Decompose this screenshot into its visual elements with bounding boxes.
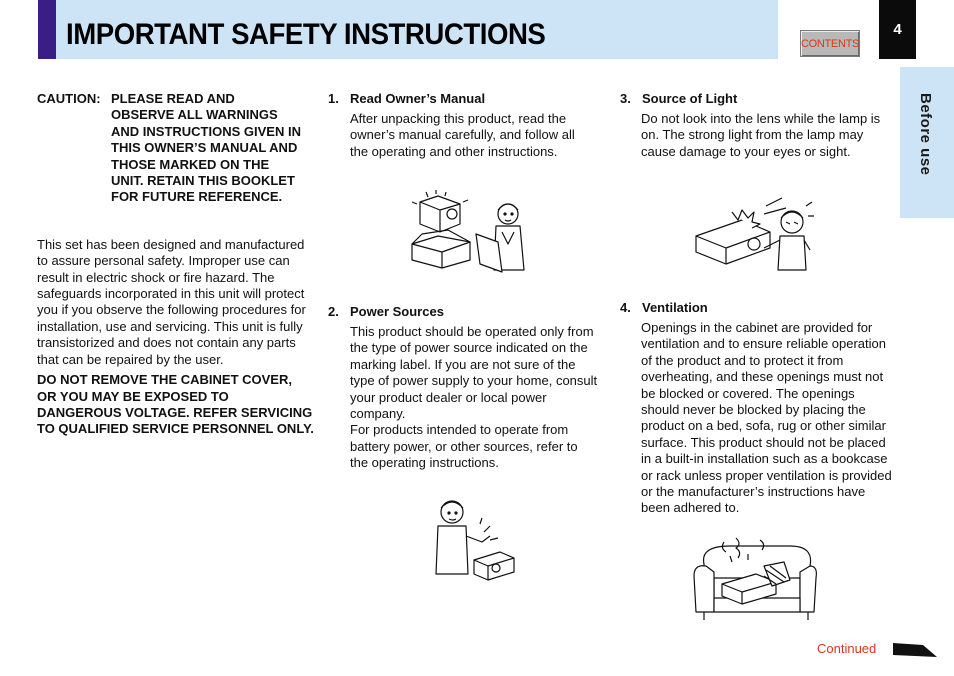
warning-paragraph: DO NOT REMOVE THE CABINET COVER, OR YOU MAY BE EXPOSED TO DANGEROUS VOLTAGE. REFER SERVICING TO QUALIFIED SERVICE PERSONNEL ONLY. bbox=[37, 372, 314, 437]
page-number: 4 bbox=[879, 0, 916, 59]
item-3-body: Do not look into the lens while the lamp is on. The strong light from the lamp may cause damage to your eyes or sight. bbox=[641, 111, 881, 159]
item-3-title: Source of Light bbox=[642, 91, 738, 106]
contents-button[interactable] bbox=[800, 30, 860, 57]
sofa-ventilation-illustration bbox=[690, 536, 818, 624]
caution-block bbox=[37, 91, 315, 206]
lamp-light-warning-illustration bbox=[692, 192, 816, 272]
reading-manual-illustration bbox=[408, 190, 532, 274]
caution-label: CAUTION: bbox=[37, 91, 101, 106]
item-4-number: 4. bbox=[620, 300, 631, 315]
item-1-heading bbox=[328, 91, 485, 106]
contents-button-label: CONTENTS bbox=[800, 37, 860, 50]
left-column bbox=[37, 91, 315, 438]
item-2-title: Power Sources bbox=[350, 304, 444, 319]
continued-link[interactable]: Continued bbox=[817, 641, 877, 656]
item-1-title: Read Owner’s Manual bbox=[350, 91, 486, 106]
item-4-body: Openings in the cabinet are provided for ventilation and to ensure reliable operation of the product and to protect it from overheating, and these openings must not be blocked or covered. The openings should never be blocked by placing the product on a bed, sofa, rug or other similar surface. This product should not be placed in a built-in installation such as a bookcase or rack unless proper ventilation is provided or the manufacturer’s instructions have been adhered to. bbox=[641, 320, 892, 516]
caution-text: PLEASE READ AND OBSERVE ALL WARNINGS AND INSTRUCTIONS GIVEN IN THIS OWNER’S MANUAL AND THOSE MARKED ON THE UNIT. RETAIN THIS BOOKLET FOR FUTURE REFERENCE. bbox=[111, 91, 301, 205]
side-tab-label: Before use bbox=[917, 93, 934, 176]
item-3-heading bbox=[620, 91, 737, 106]
item-4-title: Ventilation bbox=[642, 300, 708, 315]
next-page-arrow-icon[interactable] bbox=[893, 641, 937, 659]
intro-paragraph: This set has been designed and manufactured to assure personal safety. Improper use can result in electric shock or fire hazard. The safeguards incorporated in this unit will protect you if you observe the following procedures for installation, use and servicing. This unit is fully transistorized and does not contain any parts that can be repaired by the user. bbox=[37, 236, 306, 367]
page-title: IMPORTANT SAFETY INSTRUCTIONS bbox=[66, 18, 546, 51]
item-2-heading bbox=[328, 304, 444, 319]
header-accent-bar bbox=[38, 0, 56, 59]
item-2-body: This product should be operated only from the type of power source indicated on the marking label. If you are not sure of the type of power supply to your home, consult your product dealer or local power company. For products intended to operate from battery power, or other sources, refer to the operating instructions. bbox=[350, 324, 598, 471]
power-plug-illustration bbox=[430, 496, 520, 582]
side-tab-before-use[interactable] bbox=[900, 67, 954, 218]
item-3-number: 3. bbox=[620, 91, 631, 106]
item-1-body: After unpacking this product, read the owner’s manual carefully, and follow all the operating and other instructions. bbox=[350, 111, 575, 159]
item-1-number: 1. bbox=[328, 91, 339, 106]
item-4-heading bbox=[620, 300, 708, 315]
item-2-number: 2. bbox=[328, 304, 339, 319]
